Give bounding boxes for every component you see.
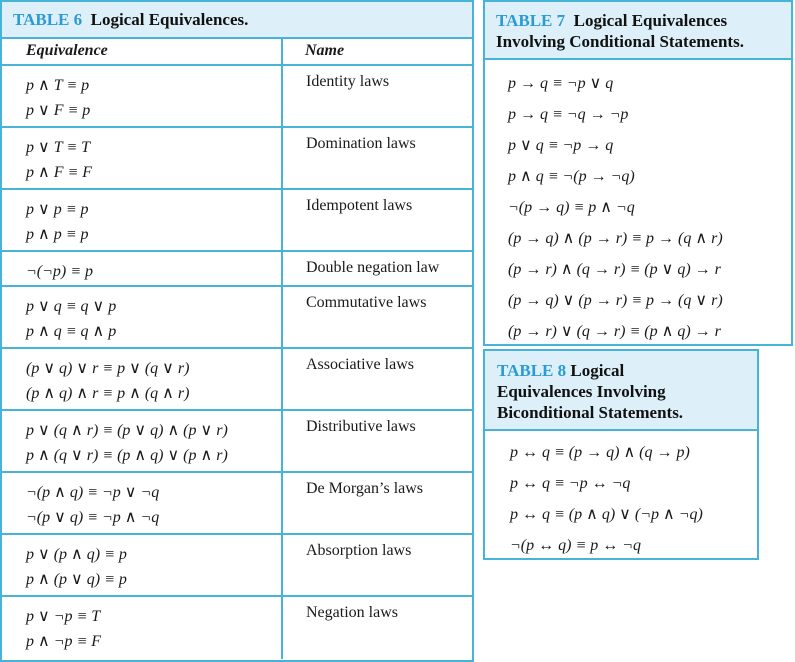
equivalence-line: p ∧ p ≡ p — [26, 226, 89, 243]
table-8-body — [485, 431, 757, 561]
equivalence-line: p ∨ p ≡ p — [26, 201, 89, 218]
table-8-title-line-2: Equivalences Involving — [497, 382, 666, 401]
table-row — [2, 287, 472, 349]
column-divider — [281, 597, 283, 659]
equivalence-cell — [26, 542, 127, 592]
equivalence-line: p ∧ q ≡ q ∧ p — [26, 323, 117, 340]
equivalence-line: (p → r) ∧ (q → r) ≡ (p ∨ q) → r — [508, 261, 721, 278]
equivalence-line: p ↔ q ≡ (p → q) ∧ (q → p) — [510, 444, 690, 461]
table-7-header — [485, 2, 791, 60]
equivalence-line: p ∨ q ≡ ¬p → q — [508, 137, 614, 154]
table-6-number: TABLE 6 — [13, 10, 83, 29]
table-6-column-headers — [2, 39, 472, 66]
equivalence-line: p ∨ (p ∧ q) ≡ p — [26, 546, 127, 563]
column-divider — [281, 39, 283, 64]
equivalence-line: p ∧ q ≡ ¬(p → ¬q) — [508, 168, 635, 185]
equivalence-line: p → q ≡ ¬q → ¬p — [508, 106, 629, 123]
table-row — [2, 128, 472, 190]
column-divider — [281, 66, 283, 126]
equivalence-line: p ∨ (q ∧ r) ≡ (p ∨ q) ∧ (p ∨ r) — [26, 422, 228, 439]
table-row — [2, 411, 472, 473]
equivalence-line: p ∨ ¬p ≡ T — [26, 608, 101, 625]
table-7-title-line-2: Involving Conditional Statements. — [496, 32, 744, 51]
equivalence-cell — [26, 294, 116, 344]
equivalence-cell — [26, 604, 101, 654]
equivalence-line: p ∧ (q ∨ r) ≡ (p ∧ q) ∨ (p ∧ r) — [26, 447, 228, 464]
table-8 — [483, 349, 759, 560]
table-8-number: TABLE 8 — [497, 361, 567, 380]
equivalence-cell — [26, 259, 93, 284]
table-row — [2, 66, 472, 128]
equivalence-line: p → q ≡ ¬p ∨ q — [508, 75, 614, 92]
column-divider — [281, 473, 283, 533]
table-8-header — [485, 351, 757, 431]
table-6-title: Logical Equivalences. — [90, 10, 249, 29]
equivalence-cell — [26, 356, 189, 406]
equivalence-line: p ↔ q ≡ ¬p ↔ ¬q — [510, 475, 631, 492]
table-7 — [483, 0, 793, 346]
column-divider — [281, 252, 283, 285]
table-row — [2, 252, 472, 287]
column-divider — [281, 190, 283, 250]
column-header-name: Name — [305, 42, 345, 59]
table-7-body — [485, 60, 791, 347]
equivalence-line: p ∨ T ≡ T — [26, 139, 91, 156]
law-name: Commutative laws — [306, 294, 427, 311]
table-row — [2, 190, 472, 252]
law-name: Associative laws — [306, 356, 414, 373]
table-8-title-line-1: Logical — [570, 361, 625, 380]
equivalence-cell — [26, 418, 228, 468]
equivalence-line: p ∧ F ≡ F — [26, 164, 93, 181]
equivalence-line: p ∨ F ≡ p — [26, 102, 91, 119]
column-divider — [281, 128, 283, 188]
equivalence-cell — [26, 135, 92, 185]
law-name: Double negation law — [306, 259, 440, 276]
table-6-body — [2, 66, 472, 659]
equivalence-line: ¬(p ∨ q) ≡ ¬p ∧ ¬q — [26, 509, 160, 526]
law-name: Absorption laws — [306, 542, 412, 559]
column-divider — [281, 287, 283, 347]
table-7-number: TABLE 7 — [496, 11, 566, 30]
equivalence-line: (p → q) ∧ (p → r) ≡ p → (q ∧ r) — [508, 230, 723, 247]
law-name: De Morgan’s laws — [306, 480, 424, 497]
table-row — [2, 473, 472, 535]
law-name: Distributive laws — [306, 418, 416, 435]
column-header-equivalence: Equivalence — [26, 42, 108, 59]
equivalence-line: p ∧ T ≡ p — [26, 77, 90, 94]
equivalence-line: p ↔ q ≡ (p ∧ q) ∨ (¬p ∧ ¬q) — [510, 506, 703, 523]
equivalence-line: (p ∨ q) ∨ r ≡ p ∨ (q ∨ r) — [26, 360, 190, 377]
equivalence-line: p ∧ ¬p ≡ F — [26, 633, 102, 650]
equivalence-cell — [26, 197, 89, 247]
table-row — [2, 597, 472, 659]
law-name: Domination laws — [306, 135, 416, 152]
table-6-header — [2, 2, 472, 39]
equivalence-line: (p → q) ∨ (p → r) ≡ p → (q ∨ r) — [508, 292, 723, 309]
equivalence-line: (p ∧ q) ∧ r ≡ p ∧ (q ∧ r) — [26, 385, 190, 402]
law-name: Identity laws — [306, 73, 390, 90]
equivalence-line: ¬(p ∧ q) ≡ ¬p ∨ ¬q — [26, 484, 160, 501]
law-name: Negation laws — [306, 604, 398, 621]
equivalence-cell — [26, 480, 159, 530]
equivalence-line: ¬(¬p) ≡ p — [26, 263, 94, 280]
law-name: Idempotent laws — [306, 197, 413, 214]
equivalence-cell — [26, 73, 90, 123]
column-divider — [281, 411, 283, 471]
column-divider — [281, 535, 283, 595]
equivalence-line: ¬(p → q) ≡ p ∧ ¬q — [508, 199, 635, 216]
equivalence-line: p ∧ (p ∨ q) ≡ p — [26, 571, 127, 588]
equivalence-line: p ∨ q ≡ q ∨ p — [26, 298, 117, 315]
table-row — [2, 349, 472, 411]
equivalence-line: (p → r) ∨ (q → r) ≡ (p ∧ q) → r — [508, 323, 721, 340]
table-row — [2, 535, 472, 597]
column-divider — [281, 349, 283, 409]
equivalence-line: ¬(p ↔ q) ≡ p ↔ ¬q — [510, 537, 642, 554]
table-8-title-line-3: Biconditional Statements. — [497, 403, 684, 422]
table-7-title-line-1: Logical Equivalences — [573, 11, 728, 30]
